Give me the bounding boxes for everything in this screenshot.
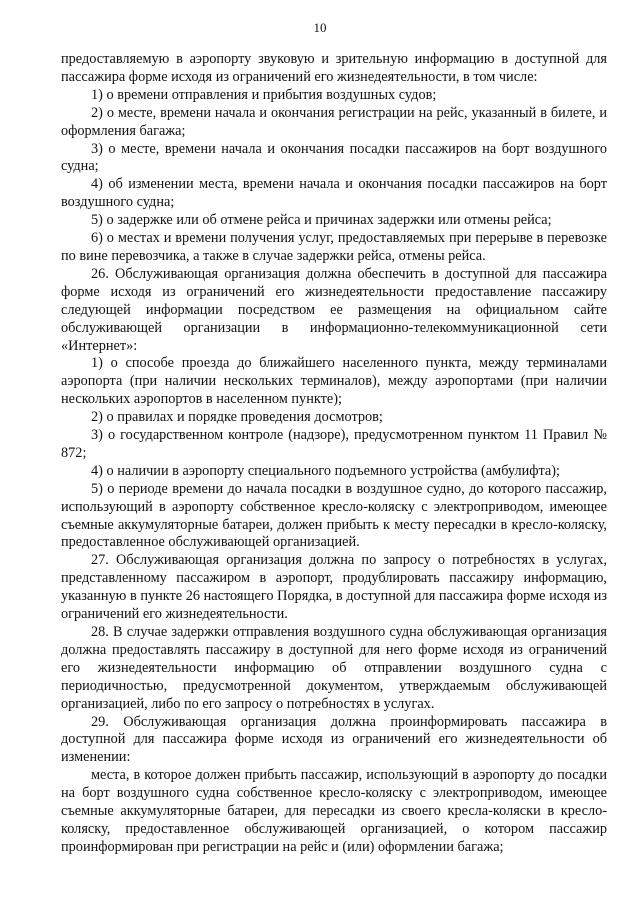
paragraph: 1) о времени отправления и прибытия воздушных судов; bbox=[91, 86, 437, 103]
paragraph: предоставляемую в аэропорту звуковую и зрительную информацию в доступной для пассажира форме исходя из ограничений его жизнедеятельности, в том числе: bbox=[61, 51, 607, 85]
paragraph: 27. Обслуживающая организация должна по запросу о потребностях в услугах, представленному пассажиром в аэропорт, продублировать пассажиру информацию, указанную в пункте 26 настоящего Порядка, в доступной для пассажира форме исходя из ограничений его жизнедеятельности. bbox=[61, 552, 607, 623]
paragraph: 3) о государственном контроле (надзоре), предусмотренном пунктом 11 Правил № 872; bbox=[61, 427, 607, 461]
document-body bbox=[61, 51, 607, 857]
paragraph: 1) о способе проезда до ближайшего населенного пункта, между терминалами аэропорта (при наличии нескольких терминалов), между аэропортами (при наличии нескольких аэропортов в населенном пункте); bbox=[61, 355, 607, 408]
paragraph: 28. В случае задержки отправления воздушного судна обслуживающая организация должна предоставлять пассажиру в доступной для него форме исходя из ограничений его жизнедеятельности информацию об отправлении воздушного судна с периодичностью, предусмотренной документом, утверждаемым обслуживающей организацией, либо по его запросу о потребностях в услугах. bbox=[61, 624, 607, 712]
paragraph: 4) об изменении места, времени начала и окончания посадки пассажиров на борт воздушного судна; bbox=[61, 176, 607, 211]
paragraph: 2) о месте, времени начала и окончания регистрации на рейс, указанный в билете, и оформления багажа; bbox=[61, 104, 607, 139]
paragraph: 5) о периоде времени до начала посадки в воздушное судно, до которого пассажир, использующий в аэропорту собственное кресло-коляску с электроприводом, имеющее съемные аккумуляторные батареи, должен прибыть к месту пересадки в кресло-коляску, предоставленное обслуживающей организацией. bbox=[61, 480, 607, 551]
paragraph: 5) о задержке или об отмене рейса и причинах задержки или отмены рейса; bbox=[91, 212, 552, 229]
paragraph: 4) о наличии в аэропорту специального подъемного устройства (амбулифта); bbox=[91, 462, 560, 479]
paragraph: места, в которое должен прибыть пассажир, использующий в аэропорту до посадки на борт воздушного судна собственное кресло-коляску с электроприводом, имеющее съемные аккумуляторные батареи, для пересадки из своего кресла-коляски в кресло-коляску, предоставленное обслуживающей организацией, о котором пассажир проинформирован при регистрации на рейс и (или) оформлении багажа; bbox=[61, 767, 607, 855]
paragraph: 26. Обслуживающая организация должна обеспечить в доступной для пассажира форме исходя из ограничений его жизнедеятельности предоставление пассажиру следующей информации посредством ее размещения на официальном сайте обслуживающей организации в информационно-телекоммуникационной сети «Интернет»: bbox=[61, 265, 607, 354]
paragraph: 6) о местах и времени получения услуг, предоставляемых при перерыве в перевозке по вине перевозчика, а также в случае задержки рейса, отмены рейса. bbox=[61, 230, 607, 264]
paragraph: 2) о правилах и порядке проведения досмотров; bbox=[91, 409, 383, 426]
page-number: 10 bbox=[313, 20, 327, 35]
paragraph: 29. Обслуживающая организация должна проинформировать пассажира в доступной для пассажира форме исходя из ограничений его жизнедеятельности об изменении: bbox=[61, 713, 607, 766]
paragraph: 3) о месте, времени начала и окончания посадки пассажиров на борт воздушного судна; bbox=[61, 140, 607, 175]
